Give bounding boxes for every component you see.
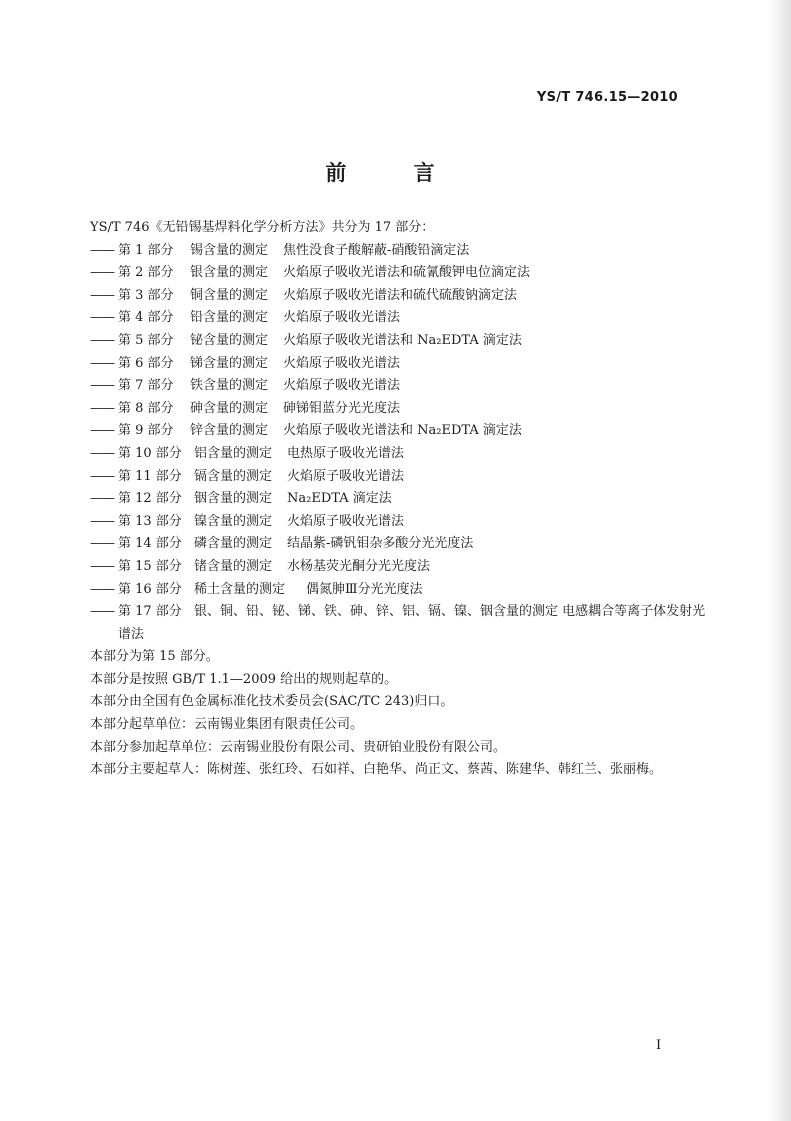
part-name: 锡含量的测定	[190, 242, 269, 258]
part-method: Na₂EDTA 滴定法	[287, 491, 392, 507]
part-text: 银、铜、铅、铋、锑、铁、砷、锌、铝、镉、镍、铟含量的测定 电感耦合等离子体发射光	[194, 604, 706, 620]
dash: ——	[90, 491, 114, 507]
part-item	[90, 262, 700, 285]
part-number: 第 11 部分	[118, 468, 182, 484]
part-name: 锗含量的测定	[194, 558, 273, 574]
part-item	[90, 330, 700, 353]
note-line: 本部分是按照 GB/T 1.1—2009 给出的规则起草的。	[90, 671, 398, 687]
part-item	[90, 556, 700, 579]
part-method: 焦性没食子酸解蔽-硝酸铅滴定法	[283, 242, 470, 258]
dash: ——	[90, 265, 114, 281]
part-number: 第 4 部分	[118, 310, 174, 326]
part-method: 火焰原子吸收光谱法和硫氰酸钾电位滴定法	[283, 265, 531, 281]
page-edge-shadow	[767, 0, 791, 1121]
part-number: 第 3 部分	[118, 287, 174, 303]
part-method: 火焰原子吸收光谱法和硫代硫酸钠滴定法	[283, 287, 518, 303]
note-line: 本部分由全国有色金属标准化技术委员会(SAC/TC 243)归口。	[90, 694, 454, 710]
part-method: 火焰原子吸收光谱法	[283, 378, 401, 394]
standard-number: YS/T 746.15—2010	[536, 90, 678, 105]
part-number: 第 7 部分	[118, 378, 174, 394]
dash: ——	[90, 536, 114, 552]
part-number: 第 16 部分	[118, 581, 182, 597]
part-name: 锑含量的测定	[190, 355, 269, 371]
part-number: 第 13 部分	[118, 513, 182, 529]
part-name: 镉含量的测定	[194, 468, 273, 484]
part-name: 稀土含量的测定	[194, 581, 286, 597]
dash: ——	[90, 513, 114, 529]
dash: ——	[90, 445, 114, 461]
notes	[90, 646, 700, 782]
part-number: 第 14 部分	[118, 536, 182, 552]
part-item	[90, 533, 700, 556]
document-body	[90, 217, 706, 782]
part-name: 铜含量的测定	[190, 287, 269, 303]
part-name: 砷含量的测定	[190, 400, 269, 416]
note-line: 本部分起草单位：云南锡业集团有限责任公司。	[90, 717, 364, 733]
part-item	[90, 488, 700, 511]
dash: ——	[90, 468, 114, 484]
dash: ——	[90, 604, 114, 620]
page-title: 前 言	[325, 161, 465, 185]
part-item	[90, 579, 700, 602]
part-item	[90, 420, 700, 443]
dash: ——	[90, 581, 114, 597]
part-item-17-continuation: 谱法	[118, 626, 145, 642]
note-line: 本部分主要起草人：陈树莲、张红玲、石如祥、白艳华、尚正文、蔡茜、陈建华、韩红兰、张丽梅。	[90, 762, 663, 778]
dash: ——	[90, 423, 114, 439]
dash: ——	[90, 242, 114, 258]
intro-line: YS/T 746《无铅锡基焊料化学分析方法》共分为 17 部分：	[90, 220, 435, 235]
part-name: 锌含量的测定	[190, 423, 269, 439]
part-method: 火焰原子吸收光谱法	[283, 310, 401, 326]
part-item	[90, 375, 700, 398]
part-number: 第 10 部分	[118, 445, 182, 461]
part-method: 结晶紫-磷钒钼杂多酸分光光度法	[287, 536, 474, 552]
part-item-17	[90, 601, 706, 624]
dash: ——	[90, 558, 114, 574]
part-name: 磷含量的测定	[194, 536, 273, 552]
part-name: 铅含量的测定	[190, 310, 269, 326]
part-number: 第 8 部分	[118, 400, 174, 416]
part-item	[90, 353, 700, 376]
part-number: 第 5 部分	[118, 332, 174, 348]
part-number: 第 17 部分	[118, 604, 182, 620]
part-item	[90, 398, 700, 421]
part-number: 第 15 部分	[118, 558, 182, 574]
note-line: 本部分参加起草单位：云南锡业股份有限公司、贵研铂业股份有限公司。	[90, 739, 507, 755]
part-method: 水杨基荧光酮分光光度法	[287, 558, 431, 574]
part-name: 银含量的测定	[190, 265, 269, 281]
page-number: I	[656, 1038, 662, 1053]
part-name: 铝含量的测定	[194, 445, 273, 461]
part-item	[90, 511, 700, 534]
part-method: 火焰原子吸收光谱法和 Na₂EDTA 滴定法	[283, 332, 522, 348]
part-number: 第 6 部分	[118, 355, 174, 371]
part-number: 第 1 部分	[118, 242, 174, 258]
part-number: 第 12 部分	[118, 491, 182, 507]
part-method: 电热原子吸收光谱法	[287, 445, 405, 461]
part-number: 第 2 部分	[118, 265, 174, 281]
dash: ——	[90, 378, 114, 394]
dash: ——	[90, 287, 114, 303]
part-item	[90, 466, 700, 489]
dash: ——	[90, 355, 114, 371]
dash: ——	[90, 400, 114, 416]
part-item	[90, 307, 700, 330]
part-number: 第 9 部分	[118, 423, 174, 439]
part-method: 火焰原子吸收光谱法	[287, 468, 405, 484]
part-method: 火焰原子吸收光谱法	[283, 355, 401, 371]
part-name: 镍含量的测定	[194, 513, 273, 529]
dash: ——	[90, 332, 114, 348]
note-line: 本部分为第 15 部分。	[90, 649, 219, 665]
part-item	[90, 240, 700, 263]
dash: ——	[90, 310, 114, 326]
parts-list	[90, 240, 706, 647]
part-item	[90, 443, 700, 466]
part-name: 铋含量的测定	[190, 332, 269, 348]
part-method: 火焰原子吸收光谱法和 Na₂EDTA 滴定法	[283, 423, 522, 439]
part-name: 铁含量的测定	[190, 378, 269, 394]
part-method: 偶氮胂Ⅲ分光光度法	[306, 581, 423, 597]
part-item	[90, 285, 700, 308]
part-method: 火焰原子吸收光谱法	[287, 513, 405, 529]
part-method: 砷锑钼蓝分光光度法	[283, 400, 401, 416]
part-name: 铟含量的测定	[194, 491, 273, 507]
